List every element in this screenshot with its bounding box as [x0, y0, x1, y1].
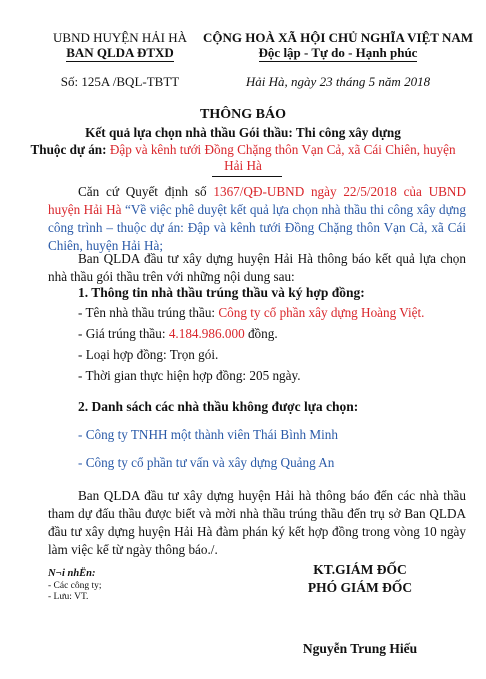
recipients-title: N¬i nhËn: [48, 568, 96, 579]
closing-paragraph: Ban QLDA đầu tư xây dựng huyện Hải hà thông báo đến các nhà thầu tham dự đấu thầu được biết và mời nhà thầu trúng thầu đến trụ sở Ban QLDA đầu tư xây dựng huyện Hải Hà đàm phán ký kết hợp đồng trong vòng 10 ngày làm việc kể từ ngày thông báo./. [48, 488, 466, 557]
header-left [40, 30, 200, 62]
rejected-item: - Công ty TNHH một thành viên Thái Bình Minh [78, 427, 338, 442]
intro-paragraph: Ban QLDA đầu tư xây dựng huyện Hải Hà thông báo kết quả lựa chọn nhà thầu gói thầu trên với những nội dung sau: [48, 251, 466, 284]
recipient-item: - Lưu: VT. [48, 592, 89, 602]
contract-type: - Loại hợp đồng: Trọn gói. [78, 347, 219, 362]
price-value: 4.184.986.000 [168, 326, 245, 341]
contract-duration: - Thời gian thực hiện hợp đồng: 205 ngày. [78, 368, 301, 383]
notice-subtitle: Kết quả lựa chọn nhà thầu Gói thầu: Thi công xây dựng [85, 125, 401, 140]
basis-paragraph [48, 183, 466, 255]
sign-title2: PHÓ GIÁM ĐỐC [307, 580, 413, 595]
section2-title: 2. Danh sách các nhà thầu không được lựa chọn: [78, 399, 359, 414]
recipients-list [48, 581, 102, 603]
price-unit: đồng. [244, 326, 278, 341]
price-label: - Giá trúng thầu: [78, 326, 169, 341]
winner-label: - Tên nhà thầu trúng thầu: [78, 305, 219, 320]
recipient-item: - Các công ty; [48, 581, 102, 591]
nation-line2: Độc lập - Tự do - Hạnh phúc [258, 45, 418, 60]
title-divider [212, 176, 282, 177]
section1-title: 1. Thông tin nhà thầu trúng thầu và ký hợp đồng: [78, 285, 365, 300]
header-right [200, 30, 476, 62]
winner-value: Công ty cổ phần xây dựng Hoàng Việt. [218, 305, 425, 320]
notice-heading: THÔNG BÁO [200, 107, 286, 122]
project-name-line2: Hải Hà [224, 158, 262, 173]
signer-name: Nguyễn Trung Hiếu [302, 641, 418, 656]
signature-block [260, 561, 460, 597]
sign-title1: KT.GIÁM ĐỐC [313, 562, 407, 577]
winner-line [78, 305, 424, 321]
nation-line1: CỘNG HOÀ XÃ HỘI CHỦ NGHĨA VIỆT NAM [202, 30, 474, 45]
basis-reference: 1367/QĐ-UBND ngày 22/5/2018 của UBND huyện Hải Hà [48, 184, 466, 217]
date-line: Hải Hà, ngày 23 tháng 5 năm 2018 [245, 74, 431, 89]
project-prefix: Thuộc dự án: [30, 142, 110, 157]
basis-prefix: Căn cứ Quyết định số [78, 184, 214, 199]
project-line [0, 142, 486, 158]
rejected-item: - Công ty cổ phần tư vấn và xây dựng Quảng An [78, 455, 335, 470]
project-name-line1: Đập và kênh tưới Đồng Chặng thôn Vạn Cả, xã Cái Chiên, huyện [109, 142, 456, 157]
org-line2: BAN QLDA ĐTXD [66, 45, 174, 60]
price-line [78, 326, 278, 342]
basis-rest: “Về việc phê duyệt kết quả lựa chọn nhà thầu thi công xây dựng công trình – thuộc dự án: Đập và kênh tưới Đồng Chặng thôn Vạn Cả, xã Cái Chiên, huyện Hải Hà; [48, 202, 466, 253]
org-line1: UBND HUYỆN HẢI HÀ [53, 30, 187, 45]
doc-number: Số: 125A /BQL-TBTT [60, 74, 180, 89]
